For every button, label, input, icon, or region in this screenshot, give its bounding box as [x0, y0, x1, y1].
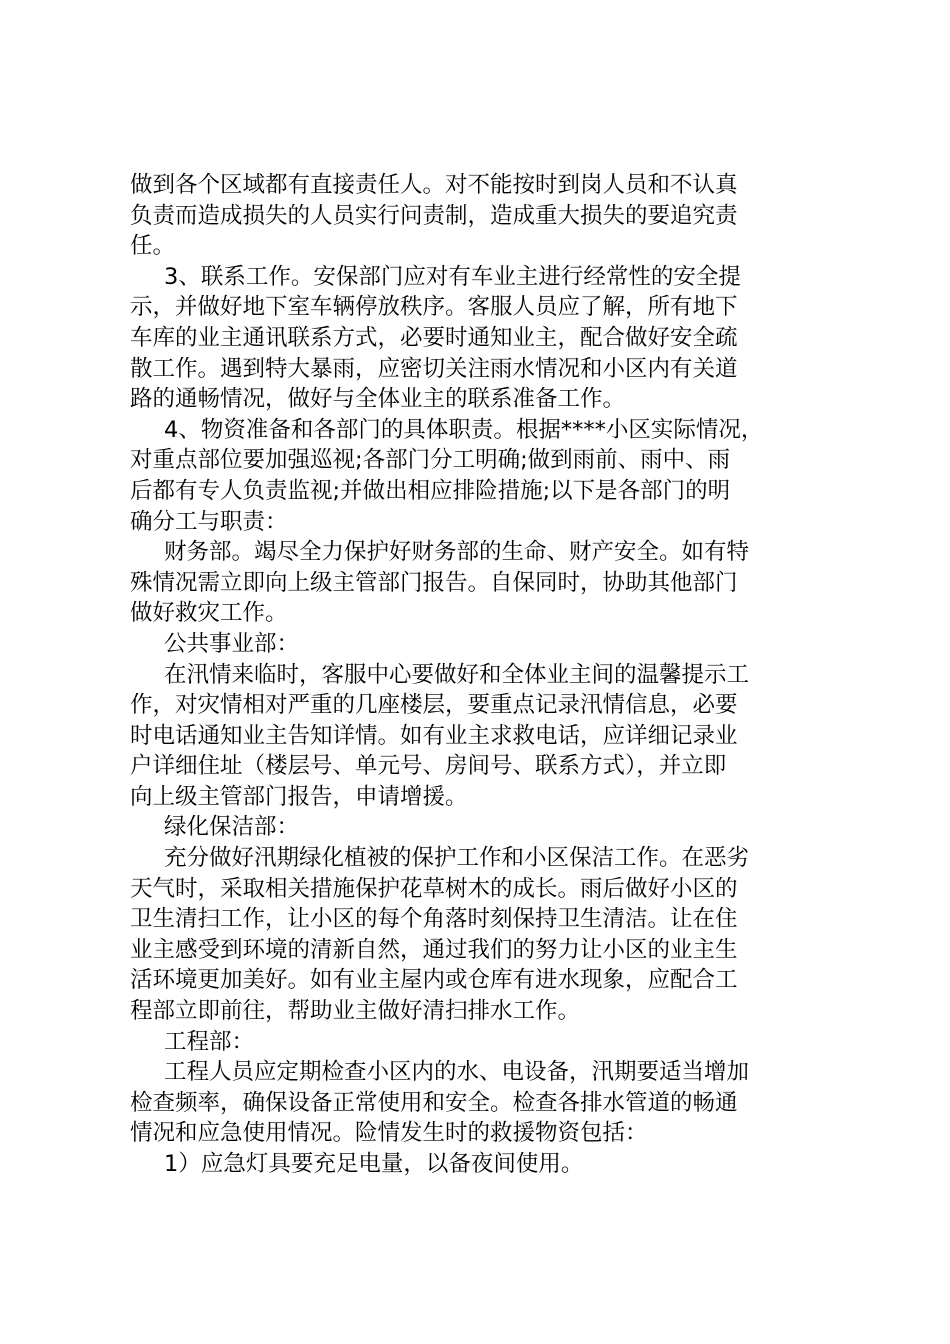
- text-line: 殊情况需立即向上级主管部门报告。自保同时，协助其他部门: [130, 569, 738, 596]
- text-line: 在汛情来临时，客服中心要做好和全体业主间的温馨提示工: [164, 661, 750, 688]
- text-line: 做到各个区域都有直接责任人。对不能按时到岗人员和不认真: [130, 172, 738, 198]
- text-line: 4、物资准备和各部门的具体职责。根据****小区实际情况，: [164, 416, 764, 443]
- text-line: 做好救灾工作。: [130, 600, 288, 627]
- text-line: 车库的业主通讯联系方式，必要时通知业主，配合做好安全疏: [130, 324, 738, 351]
- text-line: 负责而造成损失的人员实行问责制，造成重大损失的要追究责: [130, 202, 738, 229]
- text-line: 财务部。竭尽全力保护好财务部的生命、财产安全。如有特: [164, 539, 750, 566]
- text-line: 天气时，采取相关措施保护花草树木的成长。雨后做好小区的: [130, 875, 738, 902]
- text-line: 路的通畅情况，做好与全体业主的联系准备工作。: [130, 386, 626, 413]
- text-line: 3、联系工作。安保部门应对有车业主进行经常性的安全提: [164, 263, 741, 290]
- text-line: 任。: [130, 233, 176, 260]
- text-line: 散工作。遇到特大暴雨，应密切关注雨水情况和小区内有关道: [130, 355, 738, 382]
- text-line: 活环境更加美好。如有业主屋内或仓库有进水现象，应配合工: [130, 967, 738, 994]
- section-heading: 绿化保洁部：: [164, 814, 300, 841]
- text-line: 情况和应急使用情况。险情发生时的救援物资包括：: [130, 1120, 648, 1147]
- text-line: 作，对灾情相对严重的几座楼层，要重点记录汛情信息，必要: [130, 692, 738, 719]
- text-line: 程部立即前往，帮助业主做好清扫排水工作。: [130, 998, 581, 1025]
- section-heading: 工程部：: [164, 1028, 255, 1055]
- text-line: 确分工与职责：: [130, 508, 288, 535]
- text-line: 工程人员应定期检查小区内的水、电设备，汛期要适当增加: [164, 1059, 750, 1086]
- text-line: 1）应急灯具要充足电量，以备夜间使用。: [164, 1151, 584, 1177]
- document-page: [130, 170, 830, 1180]
- text-line: 后都有专人负责监视;并做出相应排险措施;以下是各部门的明: [130, 477, 731, 504]
- text-line: 充分做好汛期绿化植被的保护工作和小区保洁工作。在恶劣: [164, 845, 750, 872]
- text-line: 对重点部位要加强巡视;各部门分工明确;做到雨前、雨中、雨: [130, 447, 731, 474]
- text-line: 户详细住址（楼层号、单元号、房间号、联系方式），并立即: [130, 753, 727, 780]
- section-heading: 公共事业部：: [164, 630, 300, 657]
- text-line: 业主感受到环境的清新自然，通过我们的努力让小区的业主生: [130, 936, 738, 963]
- text-line: 卫生清扫工作，让小区的每个角落时刻保持卫生清洁。让在住: [130, 906, 738, 933]
- text-line: 时电话通知业主告知详情。如有业主求救电话，应详细记录业: [130, 722, 738, 749]
- text-line: 向上级主管部门报告，申请增援。: [130, 783, 468, 810]
- text-line: 示，并做好地下室车辆停放秩序。客服人员应了解，所有地下: [130, 294, 738, 321]
- text-line: 检查频率，确保设备正常使用和安全。检查各排水管道的畅通: [130, 1089, 738, 1116]
